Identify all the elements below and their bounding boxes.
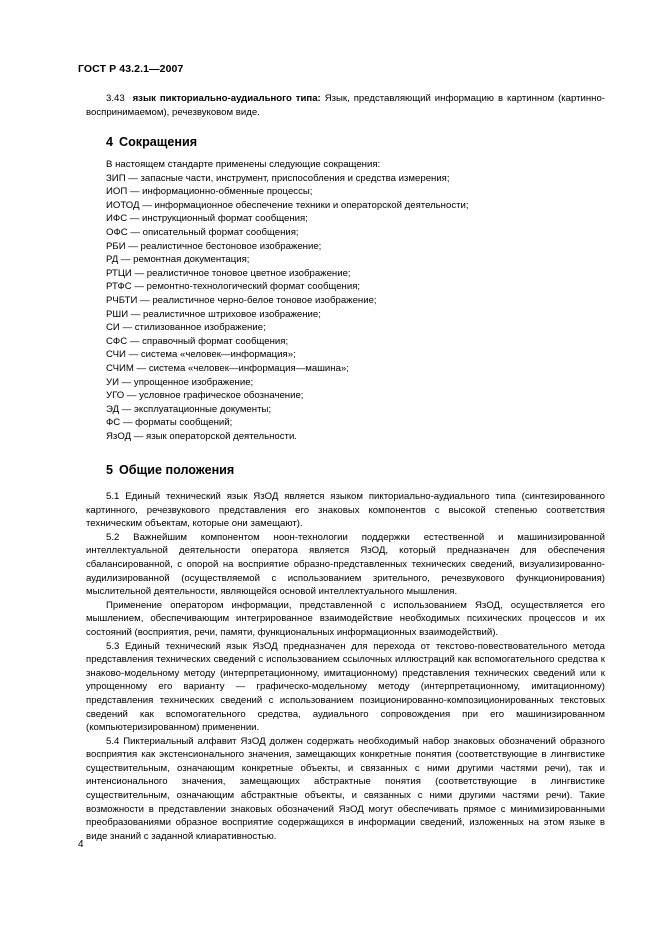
document-header: ГОСТ Р 43.2.1—2007 <box>78 63 184 75</box>
list-item: РТФС — ремонтно-технологический формат сообщения; <box>106 281 361 293</box>
list-item: СИ — стилизованное изображение; <box>106 322 266 334</box>
list-item: РШИ — реалистичное штриховое изображение; <box>106 308 321 320</box>
paragraph: 5.3 Единый технический язык ЯзОД предназначен для перехода от текстово-повествовательного метода представления технических сведений с использованием ссылочных иллюстраций как вспомогательного средства к знаково-модельному методу (интерпретационному, имитационному) представления технических сведений или к упрощенному его варианту — графическо-модельному методу (интерпретационному, имитационному) представления технических сведений с использованием позиционированно-композиционированных текстовых сведений как вспомогательного средства, аудиального сопровождения при его машинизированном (компьютеризированном) применении. <box>86 640 605 734</box>
section-5-title: Общие положения <box>119 463 235 477</box>
list-item: СЧИМ — система «человек—информация—машина»; <box>106 362 349 374</box>
list-item: ОФС — описательный формат сообщения; <box>106 226 299 238</box>
definition-paragraph <box>86 92 605 119</box>
list-item: ЭД — эксплуатационные документы; <box>106 403 272 415</box>
definition-term: язык пикториально-аудиального типа: <box>132 93 321 104</box>
definition-text: Язык, представляющий информацию в картинном (картинно-воспринимаемом), речезвуковом виде. <box>86 93 606 118</box>
list-item: РТЦИ — реалистичное тоновое цветное изображение; <box>106 267 351 279</box>
section-4-title: Сокращения <box>119 135 198 149</box>
list-item: СЧИ — система «человек—информация»; <box>106 349 296 361</box>
list-item: СФС — справочный формат сообщения; <box>106 335 289 347</box>
paragraph: 5.4 Пиктериальный алфавит ЯзОД должен содержать необходимый набор знаковых обозначений образного восприятия как экстенсионального значения, замещающих конкретные понятия (соответствующие в лингвистике существительным, означающим конкретные объекты, и связанных с ними другими частями речи), так и интенсионального значения, замещающих абстрактные понятия (соответствующие в лингвистике существительным, означающим абстрактные объекты, и связанных с ними другими частями речи). Такие возможности в представлении знаковых обозначений ЯзОД могут обеспечивать прямое с минимизированными преобразованиями образное восприятие содержащихся в информации сведений, изложенных на этом языке в виде знаний с заданной клиаративностью. <box>86 735 605 842</box>
section-4-number: 4 <box>106 135 114 149</box>
list-item: ИОП — информационно-обменные процессы; <box>106 186 313 198</box>
list-item: ИОТОД — информационное обеспечение техники и операторской деятельности; <box>106 199 469 211</box>
section-5-heading <box>106 463 234 477</box>
list-item: ИФС — инструкционный формат сообщения; <box>106 213 308 225</box>
list-item: ФС — форматы сообщений; <box>106 417 233 429</box>
list-item: РД — ремонтная документация; <box>106 254 250 266</box>
abbreviations-intro: В настоящем стандарте применены следующие сокращения: <box>106 159 381 170</box>
list-item: УИ — упрощенное изображение; <box>106 376 254 388</box>
abbreviations-list <box>106 158 469 443</box>
paragraph: 5.1 Единый технический язык ЯзОД является языком пикториально-аудиального типа (синтезированного картинного, речезвукового представления его знаковых компонентов с высокой степенью соответствия техническим объектам, которые они замещают). <box>86 491 605 530</box>
list-item: УГО — условное графическое обозначение; <box>106 390 304 402</box>
paragraph: 5.2 Важнейшим компонентом ноон-технологии поддержки естественной и машинизированной интеллектуальной деятельности оператора является ЯзОД, который предназначен для обеспечения сбалансированной, с опорой на восприятие образно-представленных технических сведений, визуализированно-аудилизированной (осуществляемой с использованием зрительного, речезвукового функционирования) мыслительной деятельности, являющейся основой интеллектуального мышления. <box>86 531 605 598</box>
section-5-body <box>86 490 605 843</box>
paragraph: Применение оператором информации, представленной с использованием ЯзОД, осуществляется его мышлением, обеспечивающим интегрированное взаимодействие необходимых психических процессов и их состояний (восприятия, речи, памяти, функциональных информационных взаимодействий). <box>86 599 605 638</box>
page-number: 4 <box>78 839 84 850</box>
section-4-heading <box>106 135 197 149</box>
list-item: РБИ — реалистичное бестоновое изображение; <box>106 240 322 252</box>
list-item: ЗИП — запасные части, инструмент, приспособления и средства измерения; <box>106 172 450 184</box>
list-item: ЯзОД — язык операторской деятельности. <box>106 430 297 442</box>
section-5-number: 5 <box>106 463 114 477</box>
definition-3-43 <box>86 92 605 119</box>
definition-number: 3.43 <box>106 93 125 104</box>
list-item: РЧБТИ — реалистичное черно-белое тоновое изображение; <box>106 294 377 306</box>
